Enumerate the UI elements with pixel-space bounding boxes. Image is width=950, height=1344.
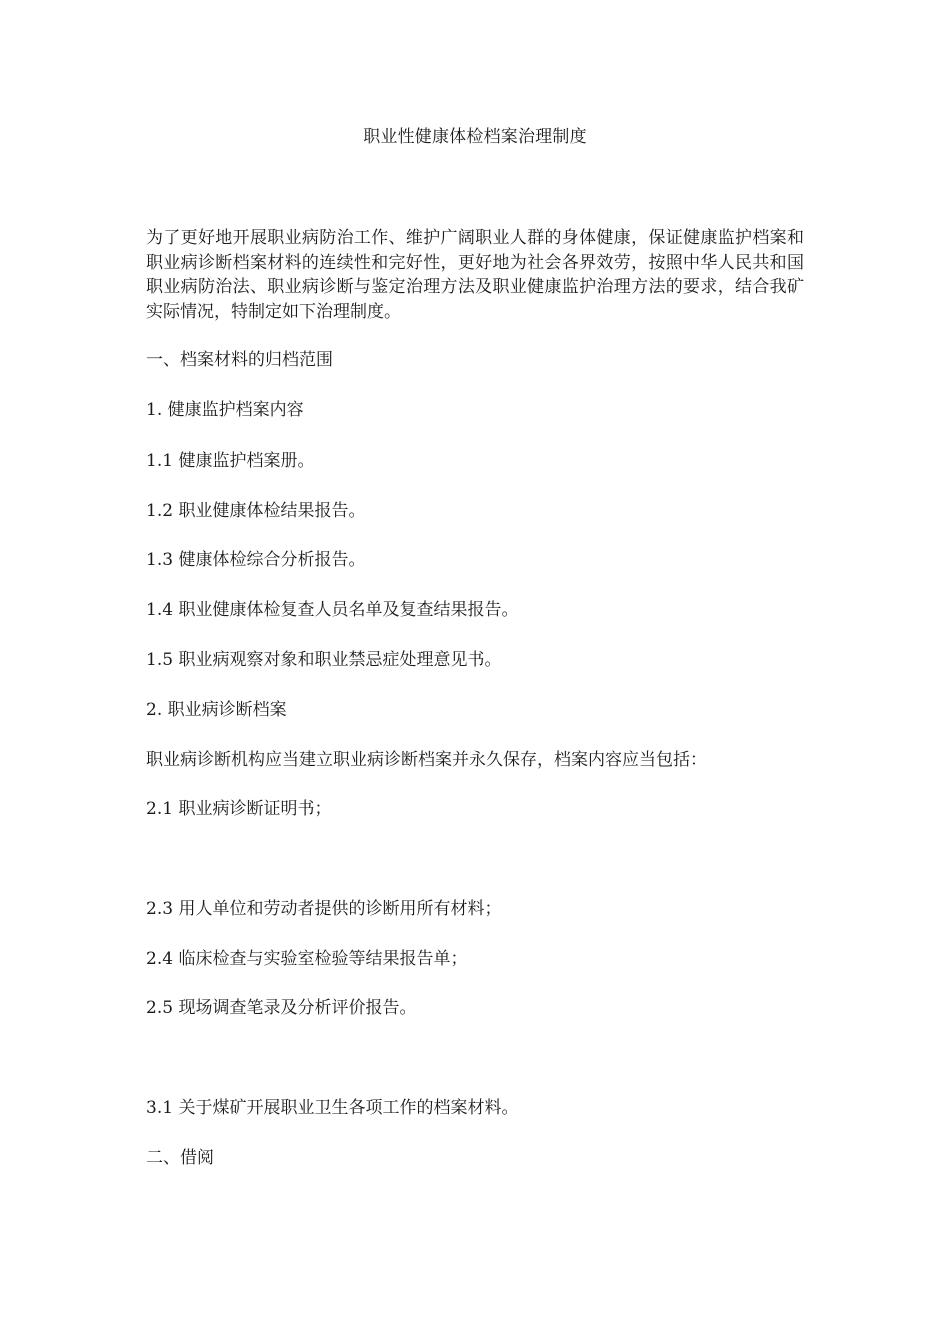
document-title: 职业性健康体检档案治理制度	[363, 127, 587, 147]
item-1-5: 1.5 职业病观察对象和职业禁忌症处理意见书。	[146, 650, 502, 670]
item-3-1: 3.1 关于煤矿开展职业卫生各项工作的档案材料。	[146, 1098, 519, 1118]
item-health-monitoring-contents: 1. 健康监护档案内容	[146, 400, 304, 420]
item-occupational-diagnosis-archive: 2. 职业病诊断档案	[146, 700, 287, 720]
item-2-3: 2.3 用人单位和劳动者提供的诊断用所有材料；	[146, 899, 502, 919]
section-heading-archive-scope: 一、档案材料的归档范围	[146, 350, 333, 370]
item-1-4: 1.4 职业健康体检复查人员名单及复查结果报告。	[146, 600, 519, 620]
item-2-1: 2.1 职业病诊断证明书；	[146, 799, 332, 819]
item-2-4: 2.4 临床检查与实验室检验等结果报告单；	[146, 949, 468, 969]
item-2-description: 职业病诊断机构应当建立职业病诊断档案并永久保存，档案内容应当包括：	[146, 750, 707, 770]
item-1-3: 1.3 健康体检综合分析报告。	[146, 550, 366, 570]
intro-paragraph: 为了更好地开展职业病防治工作、维护广阔职业人群的身体健康，保证健康监护档案和职业病诊断档案材料的连续性和完好性，更好地为社会各界效劳，按照中华人民共和国职业病防治法、职业病诊断与鉴定治理方法及职业健康监护治理方法的要求，结合我矿实际情况，特制定如下治理制度。	[146, 228, 804, 322]
item-2-5: 2.5 现场调查笔录及分析评价报告。	[146, 998, 417, 1018]
item-1-1: 1.1 健康监护档案册。	[146, 451, 315, 471]
section-heading-borrowing: 二、借阅	[146, 1148, 214, 1168]
item-1-2: 1.2 职业健康体检结果报告。	[146, 501, 366, 521]
